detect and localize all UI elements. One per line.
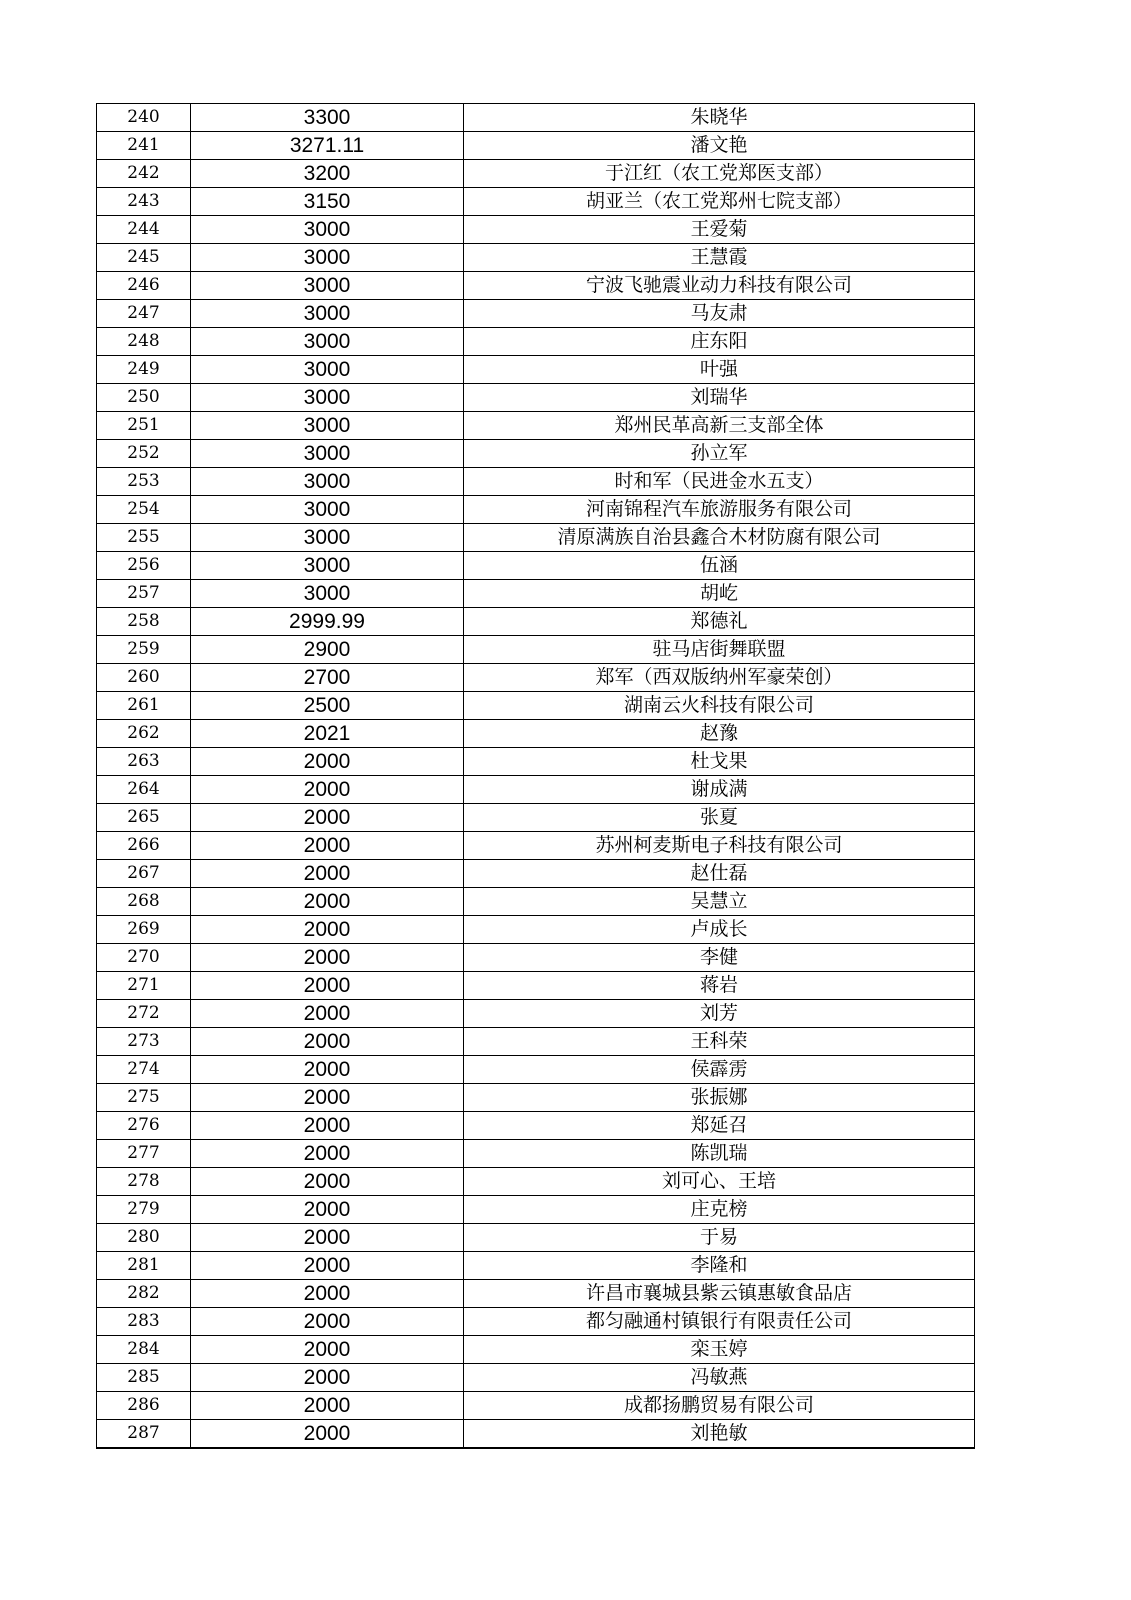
donor-name-cell: 庄克榜 [464,1196,975,1224]
amount-cell: 2000 [191,832,464,860]
row-number-cell: 258 [97,608,191,636]
row-number-cell: 260 [97,664,191,692]
amount-cell: 2000 [191,748,464,776]
table-row [97,832,975,860]
donor-name-cell: 清原满族自治县鑫合木材防腐有限公司 [464,524,975,552]
donor-name-cell: 王慧霞 [464,244,975,272]
table-row [97,1140,975,1168]
donor-name-cell: 李隆和 [464,1252,975,1280]
amount-cell: 3000 [191,384,464,412]
row-number-cell: 250 [97,384,191,412]
table-row [97,468,975,496]
table-row [97,1364,975,1392]
table-row [97,580,975,608]
amount-cell: 2000 [191,1364,464,1392]
row-number-cell: 253 [97,468,191,496]
row-number-cell: 276 [97,1112,191,1140]
donor-name-cell: 王爱菊 [464,216,975,244]
donor-name-cell: 侯霹雳 [464,1056,975,1084]
donor-name-cell: 于江红（农工党郑医支部） [464,160,975,188]
table-row [97,1280,975,1308]
table-row [97,748,975,776]
amount-cell: 3200 [191,160,464,188]
row-number-cell: 265 [97,804,191,832]
table-row [97,1196,975,1224]
table-row [97,776,975,804]
table-row [97,328,975,356]
amount-cell: 2000 [191,972,464,1000]
table-row [97,300,975,328]
table-row [97,524,975,552]
row-number-cell: 261 [97,692,191,720]
table-row [97,1168,975,1196]
amount-cell: 3000 [191,580,464,608]
table-row [97,608,975,636]
amount-cell: 2000 [191,1280,464,1308]
row-number-cell: 266 [97,832,191,860]
donor-name-cell: 刘瑞华 [464,384,975,412]
table-row [97,132,975,160]
donor-name-cell: 胡屹 [464,580,975,608]
donor-name-cell: 时和军（民进金水五支） [464,468,975,496]
table-row [97,1392,975,1420]
row-number-cell: 287 [97,1420,191,1449]
table-row [97,1420,975,1449]
amount-cell: 3000 [191,328,464,356]
donor-name-cell: 吴慧立 [464,888,975,916]
donor-name-cell: 朱晓华 [464,104,975,132]
row-number-cell: 282 [97,1280,191,1308]
donor-name-cell: 刘芳 [464,1000,975,1028]
donor-name-cell: 赵豫 [464,720,975,748]
amount-cell: 3000 [191,524,464,552]
row-number-cell: 286 [97,1392,191,1420]
table-row [97,916,975,944]
donor-name-cell: 伍涵 [464,552,975,580]
table-row [97,888,975,916]
amount-cell: 2000 [191,1000,464,1028]
amount-cell: 2000 [191,1392,464,1420]
row-number-cell: 251 [97,412,191,440]
donor-name-cell: 陈凯瑞 [464,1140,975,1168]
row-number-cell: 248 [97,328,191,356]
amount-cell: 2000 [191,804,464,832]
amount-cell: 2000 [191,1252,464,1280]
row-number-cell: 281 [97,1252,191,1280]
row-number-cell: 280 [97,1224,191,1252]
amount-cell: 3000 [191,356,464,384]
row-number-cell: 270 [97,944,191,972]
donor-name-cell: 郑军（西双版纳州军豪荣创） [464,664,975,692]
donor-name-cell: 张振娜 [464,1084,975,1112]
row-number-cell: 278 [97,1168,191,1196]
row-number-cell: 245 [97,244,191,272]
amount-cell: 3000 [191,216,464,244]
amount-cell: 2000 [191,1140,464,1168]
row-number-cell: 284 [97,1336,191,1364]
amount-cell: 3000 [191,552,464,580]
row-number-cell: 274 [97,1056,191,1084]
donation-table-body [97,104,975,1449]
table-row [97,804,975,832]
row-number-cell: 268 [97,888,191,916]
donor-name-cell: 潘文艳 [464,132,975,160]
donor-name-cell: 刘艳敏 [464,1420,975,1449]
row-number-cell: 254 [97,496,191,524]
row-number-cell: 262 [97,720,191,748]
table-row [97,636,975,664]
table-row [97,384,975,412]
donor-name-cell: 湖南云火科技有限公司 [464,692,975,720]
donor-name-cell: 宁波飞驰震业动力科技有限公司 [464,272,975,300]
row-number-cell: 256 [97,552,191,580]
amount-cell: 3000 [191,244,464,272]
row-number-cell: 240 [97,104,191,132]
donor-name-cell: 刘可心、王培 [464,1168,975,1196]
table-row [97,720,975,748]
donor-name-cell: 成都扬鹏贸易有限公司 [464,1392,975,1420]
amount-cell: 3000 [191,272,464,300]
table-row [97,1336,975,1364]
row-number-cell: 272 [97,1000,191,1028]
amount-cell: 2700 [191,664,464,692]
donor-name-cell: 于易 [464,1224,975,1252]
amount-cell: 3300 [191,104,464,132]
row-number-cell: 273 [97,1028,191,1056]
amount-cell: 2000 [191,1168,464,1196]
table-row [97,664,975,692]
row-number-cell: 252 [97,440,191,468]
amount-cell: 2000 [191,1224,464,1252]
table-row [97,1028,975,1056]
amount-cell: 2000 [191,944,464,972]
row-number-cell: 269 [97,916,191,944]
donor-name-cell: 郑德礼 [464,608,975,636]
donor-name-cell: 栾玉婷 [464,1336,975,1364]
table-row [97,104,975,132]
donor-name-cell: 王科荣 [464,1028,975,1056]
table-row [97,496,975,524]
donor-name-cell: 驻马店街舞联盟 [464,636,975,664]
row-number-cell: 259 [97,636,191,664]
donor-name-cell: 李健 [464,944,975,972]
table-row [97,440,975,468]
row-number-cell: 264 [97,776,191,804]
amount-cell: 2000 [191,1308,464,1336]
amount-cell: 2500 [191,692,464,720]
row-number-cell: 275 [97,1084,191,1112]
amount-cell: 2999.99 [191,608,464,636]
amount-cell: 2000 [191,916,464,944]
amount-cell: 3271.11 [191,132,464,160]
donor-name-cell: 胡亚兰（农工党郑州七院支部） [464,188,975,216]
donor-name-cell: 郑州民革高新三支部全体 [464,412,975,440]
table-row [97,1084,975,1112]
donor-name-cell: 河南锦程汽车旅游服务有限公司 [464,496,975,524]
table-row [97,552,975,580]
amount-cell: 2900 [191,636,464,664]
donor-name-cell: 谢成满 [464,776,975,804]
row-number-cell: 283 [97,1308,191,1336]
table-row [97,1056,975,1084]
donor-name-cell: 张夏 [464,804,975,832]
donor-name-cell: 许昌市襄城县紫云镇惠敏食品店 [464,1280,975,1308]
amount-cell: 2000 [191,1336,464,1364]
table-row [97,692,975,720]
row-number-cell: 279 [97,1196,191,1224]
donation-table [96,103,975,1449]
donor-name-cell: 蒋岩 [464,972,975,1000]
row-number-cell: 242 [97,160,191,188]
donor-name-cell: 苏州柯麦斯电子科技有限公司 [464,832,975,860]
row-number-cell: 255 [97,524,191,552]
donor-name-cell: 都匀融通村镇银行有限责任公司 [464,1308,975,1336]
amount-cell: 3000 [191,496,464,524]
donor-name-cell: 卢成长 [464,916,975,944]
table-row [97,1252,975,1280]
donor-name-cell: 叶强 [464,356,975,384]
amount-cell: 2000 [191,1112,464,1140]
amount-cell: 2000 [191,888,464,916]
table-row [97,1000,975,1028]
amount-cell: 2000 [191,1056,464,1084]
table-row [97,188,975,216]
donor-name-cell: 冯敏燕 [464,1364,975,1392]
donor-name-cell: 孙立军 [464,440,975,468]
row-number-cell: 244 [97,216,191,244]
amount-cell: 2021 [191,720,464,748]
row-number-cell: 263 [97,748,191,776]
row-number-cell: 271 [97,972,191,1000]
donor-name-cell: 庄东阳 [464,328,975,356]
table-row [97,412,975,440]
donor-name-cell: 郑延召 [464,1112,975,1140]
row-number-cell: 247 [97,300,191,328]
amount-cell: 2000 [191,1028,464,1056]
table-row [97,244,975,272]
amount-cell: 2000 [191,860,464,888]
table-row [97,272,975,300]
amount-cell: 3000 [191,440,464,468]
table-row [97,1308,975,1336]
table-row [97,860,975,888]
table-row [97,216,975,244]
amount-cell: 2000 [191,1196,464,1224]
amount-cell: 3000 [191,468,464,496]
row-number-cell: 246 [97,272,191,300]
amount-cell: 2000 [191,1084,464,1112]
row-number-cell: 241 [97,132,191,160]
row-number-cell: 285 [97,1364,191,1392]
donor-name-cell: 马友肃 [464,300,975,328]
table-row [97,1224,975,1252]
table-row [97,356,975,384]
row-number-cell: 243 [97,188,191,216]
amount-cell: 2000 [191,1420,464,1449]
row-number-cell: 249 [97,356,191,384]
donor-name-cell: 赵仕磊 [464,860,975,888]
row-number-cell: 277 [97,1140,191,1168]
row-number-cell: 267 [97,860,191,888]
amount-cell: 2000 [191,776,464,804]
table-row [97,160,975,188]
amount-cell: 3000 [191,300,464,328]
table-row [97,972,975,1000]
donor-name-cell: 杜戈果 [464,748,975,776]
table-row [97,1112,975,1140]
amount-cell: 3000 [191,412,464,440]
row-number-cell: 257 [97,580,191,608]
amount-cell: 3150 [191,188,464,216]
table-row [97,944,975,972]
